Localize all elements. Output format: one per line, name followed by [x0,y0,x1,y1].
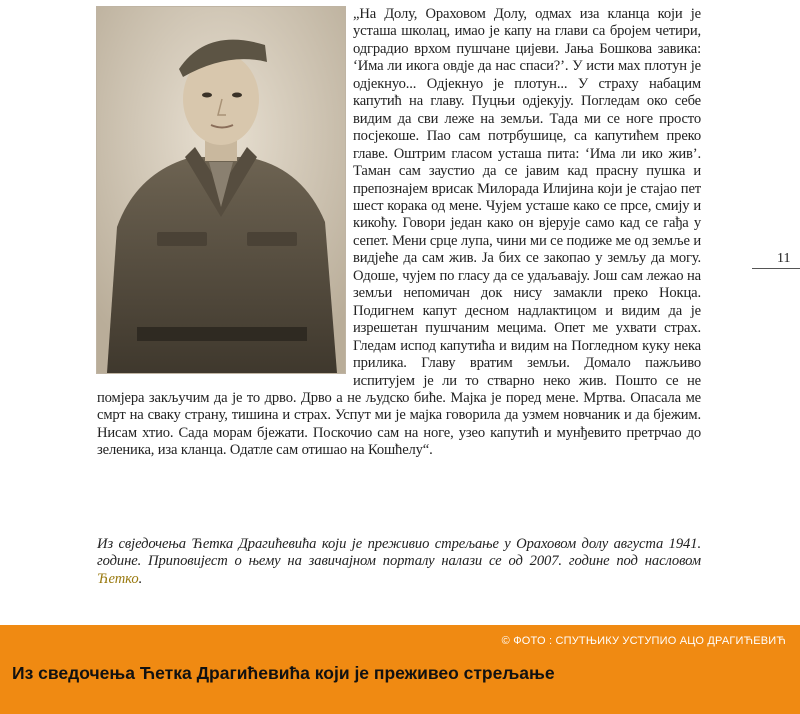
caption-banner [0,625,800,714]
photo-caption [97,536,701,588]
banner-headline: Из сведочења Ћетка Драгићевића који је преживео стрељање [12,663,555,683]
photo-spacer [97,6,353,376]
caption-end: . [138,570,143,587]
page-number: 11 [777,251,791,266]
photo-credit: © ФОТО : СПУТЊИКУ УСТУПИО АЦО ДРАГИЋЕВИЋ [501,635,786,647]
caption-text: Из свједочења Ћетка Драгићевића који је преживио стрељање у Ораховом долу августа 1941. године. Приповијест о њему на завичајном порталу налази се од 2007. године под насловом [97,536,701,570]
testimony-text [97,6,701,460]
caption-highlight: Ћетко [97,570,139,587]
testimony-paragraph: „На Долу, Ораховом Долу, одмах иза кланца који је усташа школац, имао је капу на глави са бројем четири, одградио врхом пушчане цијеви. Јања Бошкова завика: ‘Има ли икога овдје да нас спаси?’. У исти мах плотун је одјекнуо... Одјекнуо је плотун... У страху набацим капутић на главу. Пуцњи одјекују. Погледам око себе видим да сви леже на земљи. Тада ми се ноге просто посјекоше. Пао сам потрбушице, са капутићем преко главе. Оштрим гласом усташа пита: ‘Има ли ико жив’. Таман сам заустио да се јавим кад прасну пушка и препознајем врисак Милорада Илијина који је стајао пет шест корака од мене. Чујем усташе како се прсе, смију и кикоћу. Говори један како он вјерује само кад се гађа у сепет. Мени срце лупа, чини ми се подиже ме од земље и видјеће да сам жив. Ја бих се закопао у земљу да могу. Одоше, чујем по гласу да се удаљавају. Још сам лежао на земљи непомичан док нису замакли преко Нокца. Подигнем капут десном надлактицом и видим да је изрешетан пушчаним мецима. Опет ме ухвати страх. Гледам испод капутића и видим на Погледном куку нека прилика. Главу вратим земљи. Домало пажљиво испитујем је ли то стварно неко жив. Пошто се не помјера закључим да је то дрво. Дрво а не људско биће. Мајка је поред мене. Мртва. Опасала ме смрт на сваку страну, тишина и страх. Успут ми је мајка говорила да узмем новчаник и да бјежим. Нисам хтио. Сада морам бјежати. Поскочио сам на ноге, узео капутић и мунђевито претрчао до зеленика, иза кланца. Одатле сам отишао на Кошћелу“. [97,6,701,459]
page-number-rule [752,268,800,269]
